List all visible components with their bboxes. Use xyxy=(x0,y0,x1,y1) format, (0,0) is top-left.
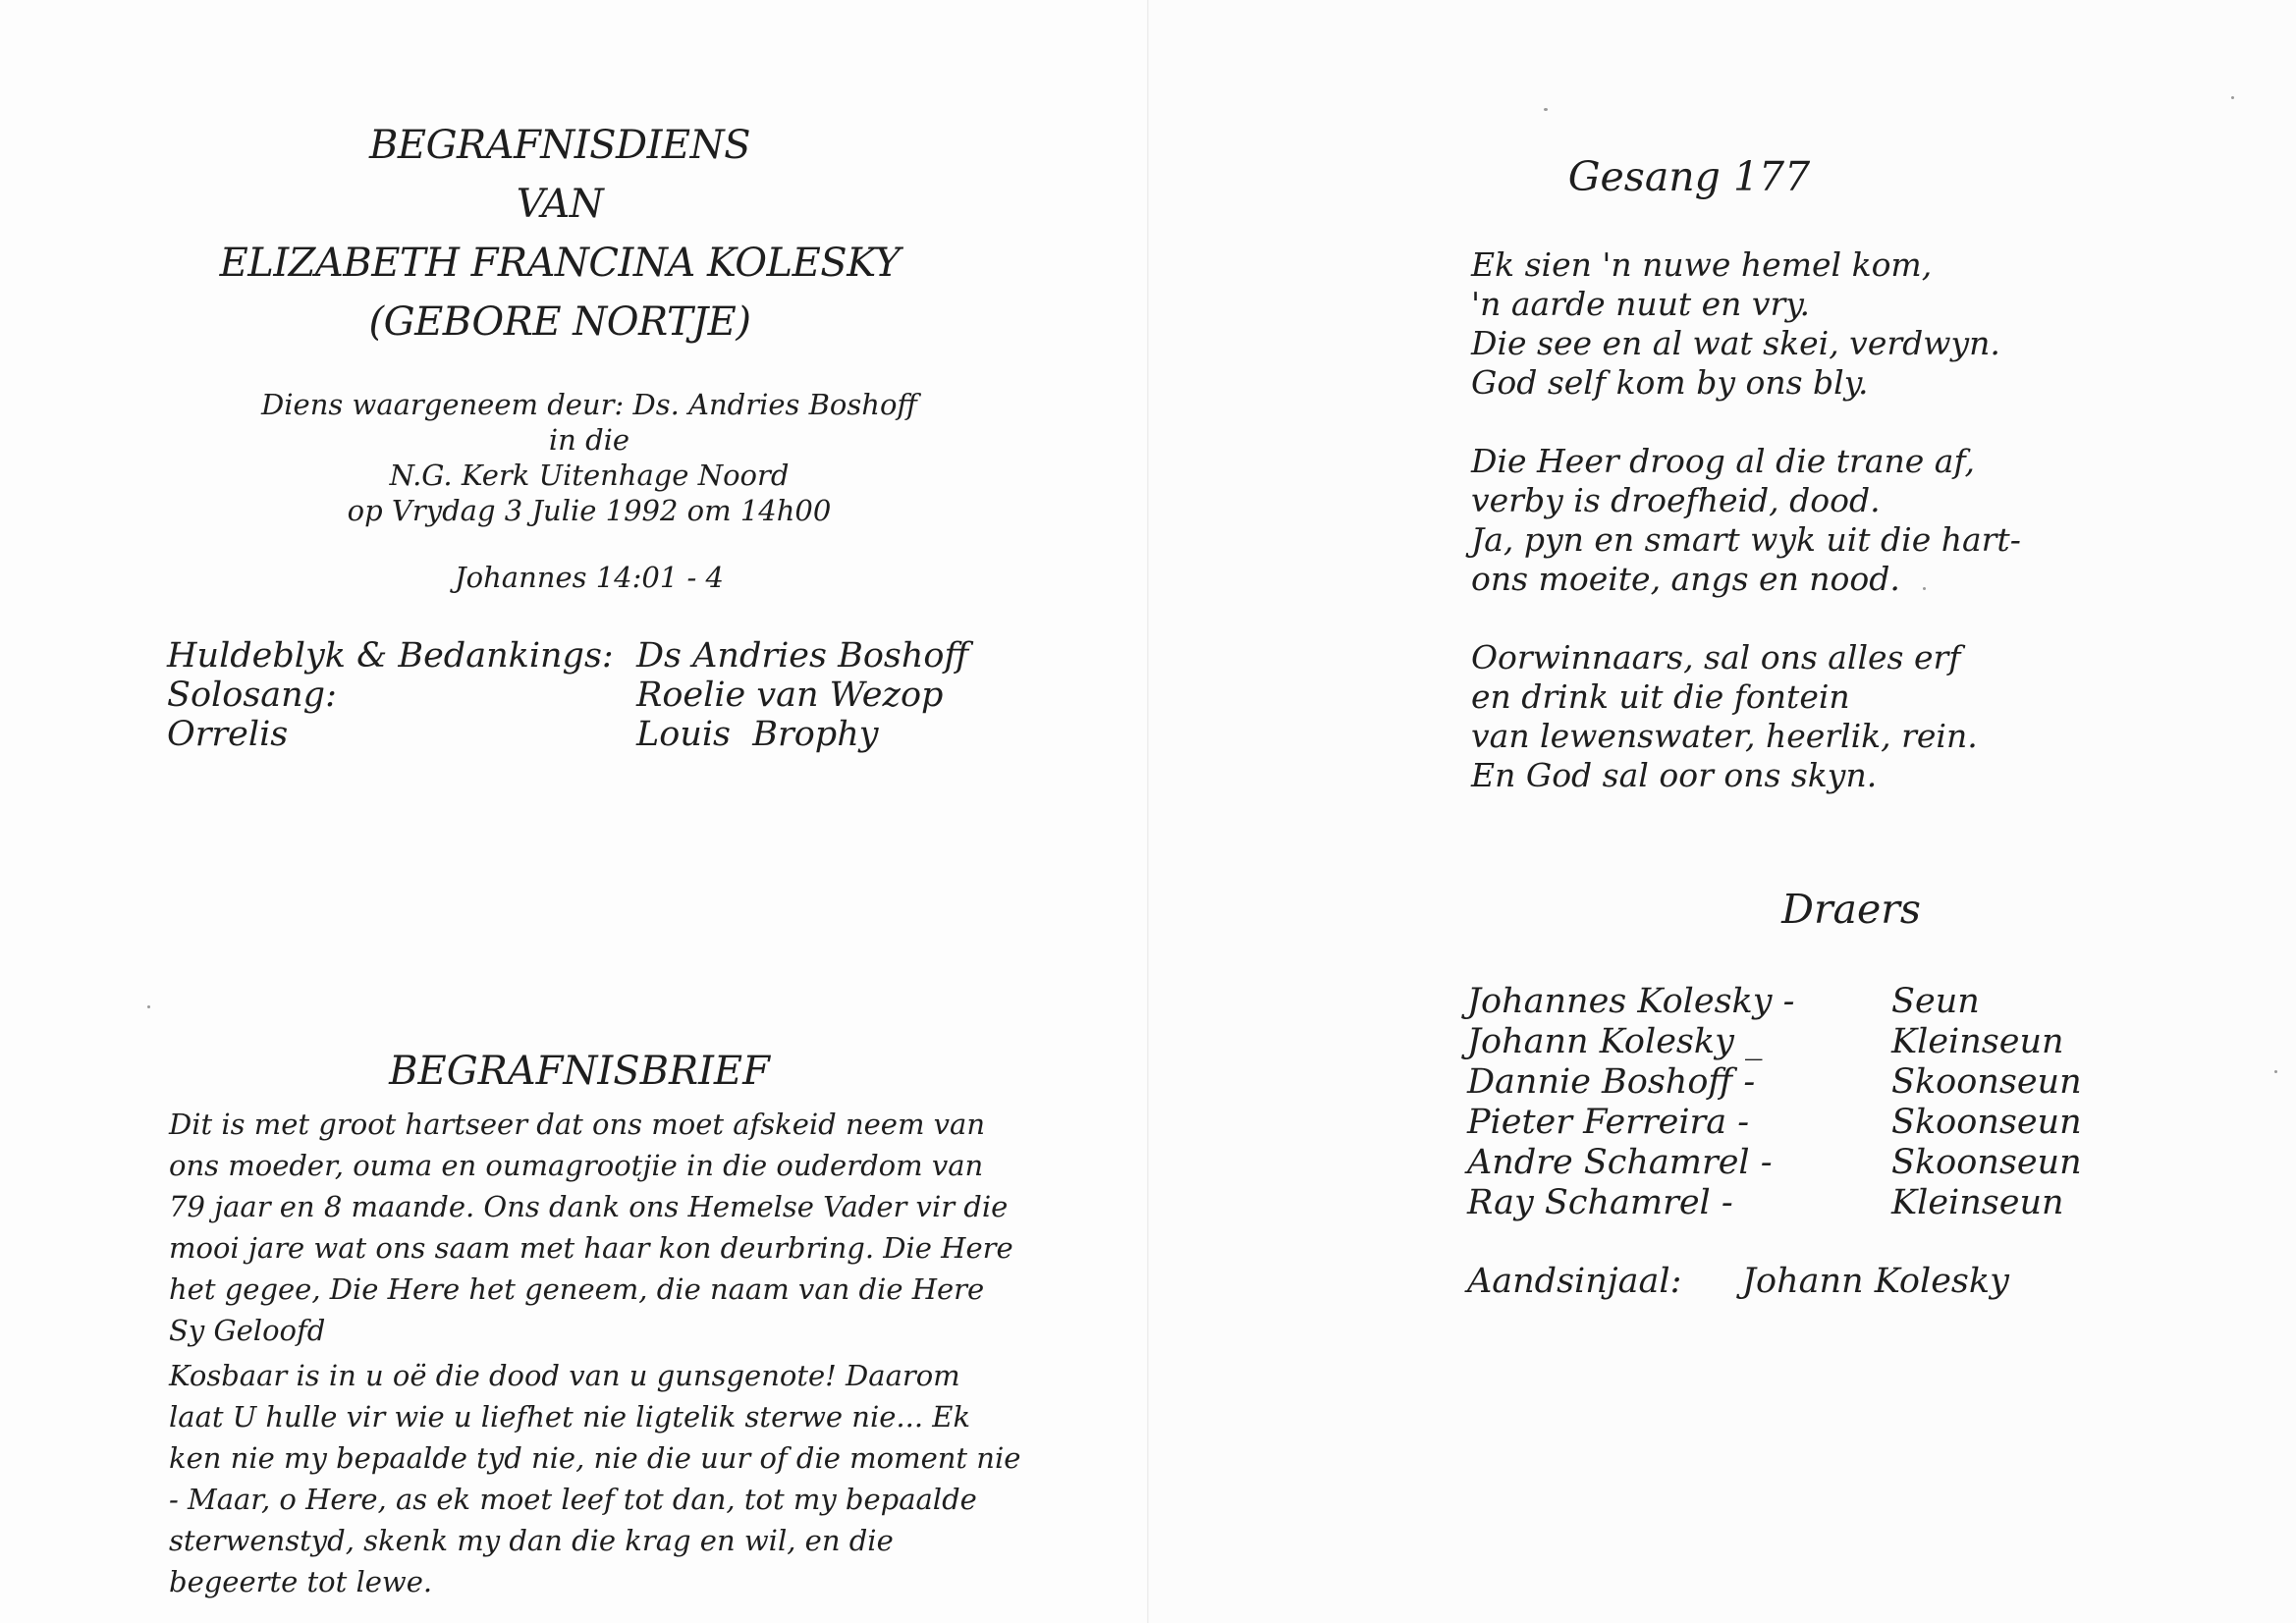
hymn-line: Ek sien 'n nuwe hemel kom, xyxy=(1471,245,1933,284)
bearer-row xyxy=(1467,982,2155,1022)
page-fold xyxy=(1147,0,1149,1623)
letter-paragraph: Dit is met groot hartseer dat ons moet afskeid neem van ons moeder, ouma en oumagrootjie in die ouderdom van 79 jaar en 8 maande. Ons dank ons Hemelse Vader vir die mooi jare wat ons saam met haar kon deurbring. Die Here het gegee, Die Here het geneem, die naam van die Here Sy Geloofd xyxy=(169,1108,1013,1347)
bearer-row xyxy=(1467,1103,2155,1143)
bearers-title: Draers xyxy=(1781,886,1921,933)
hymn-line: van lewenswater, heerlik, rein. xyxy=(1471,717,1978,755)
hymn-line: Die see en al wat skei, verdwyn. xyxy=(1471,324,2000,362)
service-line: Diens waargeneem deur: Ds. Andries Boshoff xyxy=(261,388,917,421)
role-person: Louis Brophy xyxy=(636,715,879,754)
hymn-line: ons moeite, angs en nood. xyxy=(1471,560,1900,598)
hymn-title: Gesang 177 xyxy=(1567,153,1811,200)
scan-speck xyxy=(2231,96,2234,99)
bearer-relation: Skoonseun xyxy=(1891,1103,2082,1142)
letter-body xyxy=(169,1104,1023,1606)
signal-label: Aandsinjaal: xyxy=(1467,1262,1682,1301)
bearer-name: Pieter Ferreira - xyxy=(1467,1103,1750,1142)
role-person: Ds Andries Boshoff xyxy=(636,636,969,676)
hymn-line: Oorwinnaars, sal ons alles erf xyxy=(1471,638,1961,676)
bearer-name: Ray Schamrel - xyxy=(1467,1183,1733,1222)
bearer-relation: Kleinseun xyxy=(1891,1022,2064,1061)
bearer-name: Dannie Boshoff - xyxy=(1467,1062,1756,1102)
service-line: in die xyxy=(548,423,630,457)
bearer-name: Andre Schamrel - xyxy=(1467,1143,1773,1182)
bearer-name: Johann Kolesky _ xyxy=(1467,1022,1763,1061)
hymn-line: 'n aarde nuut en vry. xyxy=(1471,285,1811,323)
title-line: VAN xyxy=(516,182,604,227)
bearer-row xyxy=(1467,1062,2155,1103)
signal-person: Johann Kolesky xyxy=(1742,1262,2009,1301)
bearer-relation: Skoonseun xyxy=(1891,1143,2082,1182)
bearer-row xyxy=(1467,1143,2155,1183)
hymn-line: Ja, pyn en smart wyk uit die hart- xyxy=(1471,520,2021,559)
hymn-line: verby is droefheid, dood. xyxy=(1471,481,1881,519)
hymn-text xyxy=(1471,245,2021,835)
role-row xyxy=(167,676,992,715)
bearer-relation: Skoonseun xyxy=(1891,1062,2082,1102)
hymn-line: God self kom by ons bly. xyxy=(1471,363,1869,402)
hymn-stanza xyxy=(1471,638,2021,795)
hymn-line: En God sal oor ons skyn. xyxy=(1471,756,1878,794)
scan-speck xyxy=(1923,587,1926,590)
role-label: Orrelis xyxy=(167,715,289,754)
scan-speck xyxy=(2274,1070,2277,1073)
evening-signal xyxy=(1467,1260,2155,1303)
bearer-relation: Kleinseun xyxy=(1891,1183,2064,1222)
service-line: op Vrydag 3 Julie 1992 om 14h00 xyxy=(347,494,832,527)
title-line: (GEBORE NORTJE) xyxy=(368,299,751,345)
role-row xyxy=(167,636,992,676)
letter-paragraph: Kosbaar is in u oë die dood van u gunsgenote! Daarom laat U hulle vir wie u liefhet nie ligtelik sterwe nie... Ek ken nie my bepaalde tyd nie, nie die uur of die moment nie - Maar, o Here, as ek moet leef tot dan, tot my bepaalde sterwenstyd, skenk my dan die krag en wil, en die begeerte tot lewe. xyxy=(169,1359,1021,1598)
bearers-list xyxy=(1467,982,2155,1223)
letter-heading: BEGRAFNISBRIEF xyxy=(389,1049,770,1094)
role-label: Huldeblyk & Bedankings: xyxy=(167,636,614,676)
hymn-line: en drink uit die fontein xyxy=(1471,677,1850,716)
roles-list xyxy=(167,636,992,754)
service-line: N.G. Kerk Uitenhage Noord xyxy=(389,459,790,492)
bearer-row xyxy=(1467,1022,2155,1062)
bearer-row xyxy=(1467,1183,2155,1223)
scripture-reference: Johannes 14:01 - 4 xyxy=(455,561,724,594)
service-title xyxy=(137,116,982,352)
hymn-line: Die Heer droog al die trane af, xyxy=(1471,442,1975,480)
scan-speck xyxy=(1544,108,1548,111)
hymn-stanza xyxy=(1471,245,2021,403)
bearer-relation: Seun xyxy=(1891,982,1980,1021)
scan-speck xyxy=(147,1005,150,1008)
bearer-name: Johannes Kolesky - xyxy=(1467,982,1795,1021)
title-line: ELIZABETH FRANCINA KOLESKY xyxy=(219,241,901,286)
service-details xyxy=(236,387,943,528)
role-row xyxy=(167,715,992,754)
title-line: BEGRAFNISDIENS xyxy=(369,123,750,168)
role-label: Solosang: xyxy=(167,676,337,715)
hymn-stanza xyxy=(1471,442,2021,599)
role-person: Roelie van Wezop xyxy=(636,676,944,715)
